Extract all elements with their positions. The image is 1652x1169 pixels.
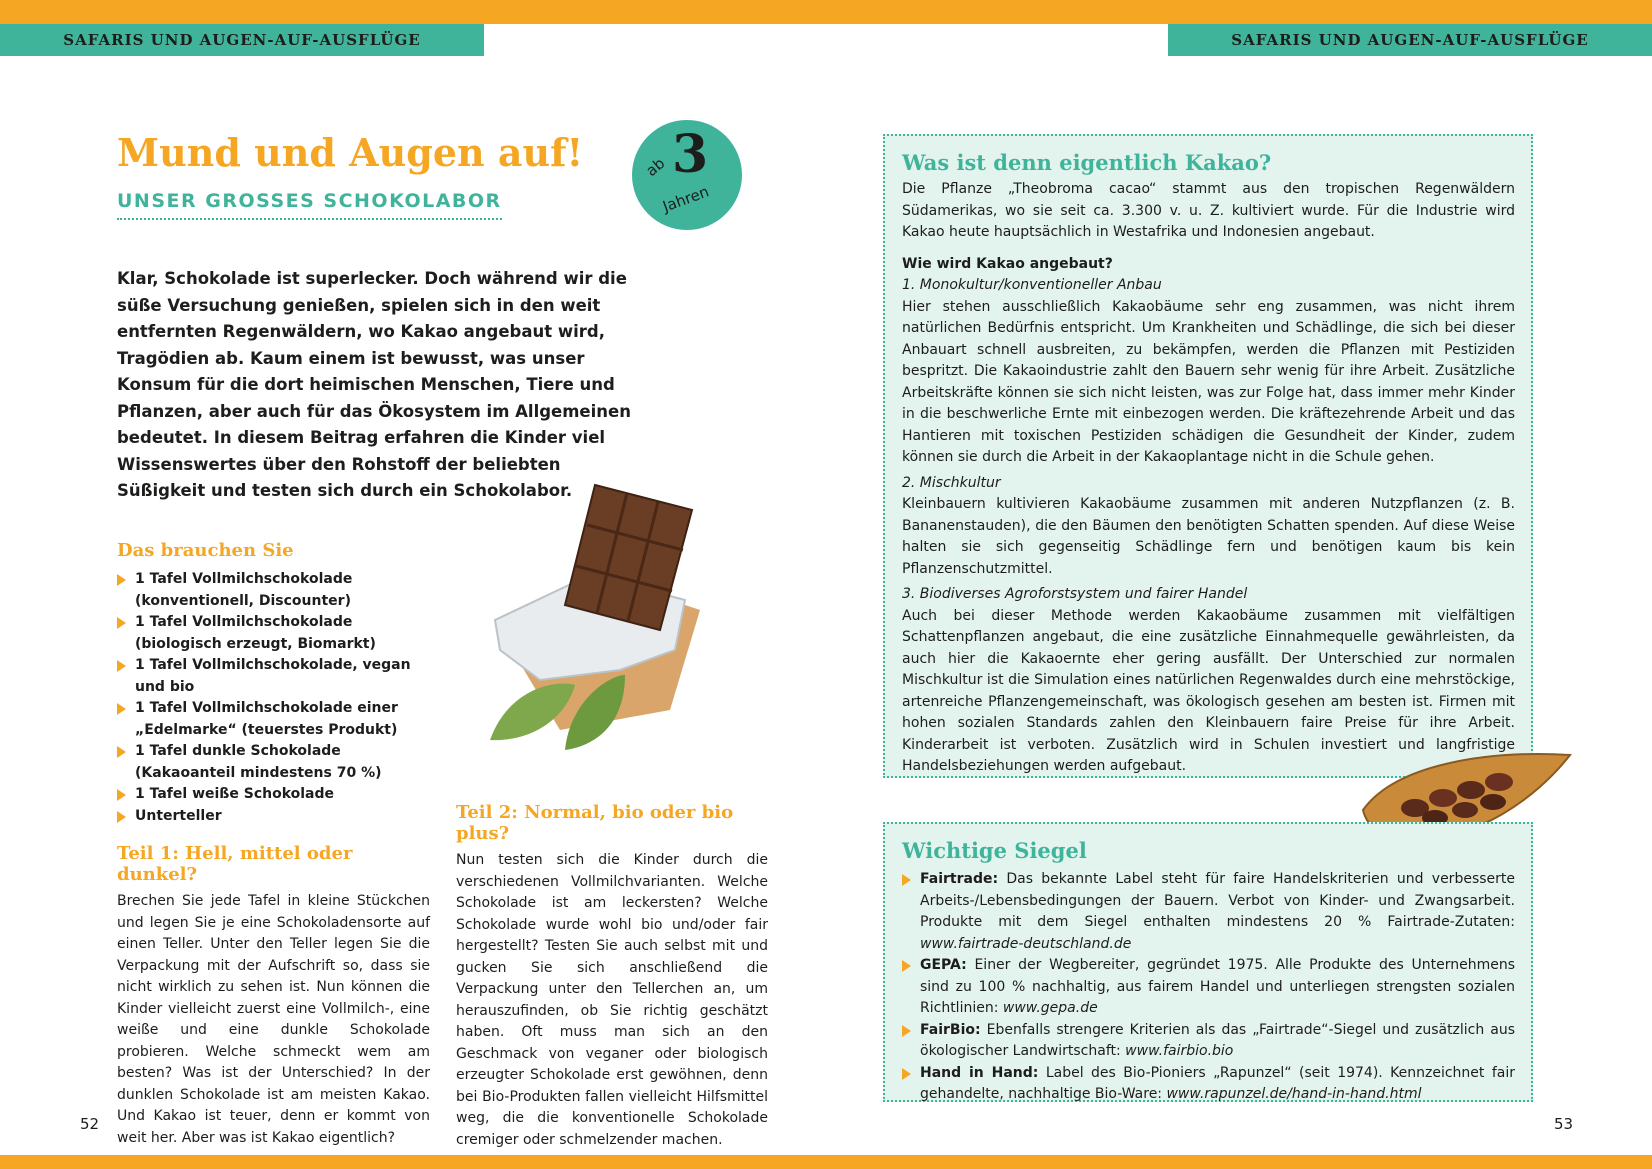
kakao-section-text: Kleinbauern kultivieren Kakaobäume zusammen mit anderen Nutzpflanzen (z. B. Bananenstauden), die den Bäumen den benötigten Schatten spenden. Auf diese Weise halten sie sich gegenseitig Schädlinge fern und benötigen kaum bis kein Pflanzenschutzmittel. [902, 496, 1515, 577]
list-item: 1 Tafel Vollmilchschokolade, vegan und bio [117, 655, 437, 698]
top-orange-bar [0, 0, 1652, 24]
seal-name: FairBio: [920, 1021, 981, 1038]
seal-link: www.fairtrade-deutschland.de [920, 935, 1132, 952]
part1-heading: Teil 1: Hell, mittel oder dunkel? [117, 843, 353, 885]
seal-name: Fairtrade: [920, 871, 999, 887]
page-subtitle: UNSER GROSSES SCHOKOLABOR [117, 190, 502, 220]
header-tab-left: SAFARIS UND AUGEN-AUF-AUSFLÜGE [0, 24, 484, 56]
list-item [902, 869, 1515, 955]
seals-list [902, 869, 1515, 1106]
list-item [902, 1063, 1515, 1106]
seal-link: www.rapunzel.de/hand-in-hand.html [1166, 1086, 1422, 1102]
seal-link: www.fairbio.bio [1125, 1043, 1234, 1059]
kakao-intro: Die Pflanze „Theobroma cacao“ stammt aus den tropischen Regenwäldern Südamerikas, wo sie seit ca. 3.300 v. u. Z. kultiviert wurde. Für die Industrie wird Kakao heute hauptsächlich in Westafrika und Indonesien angebaut. [902, 181, 1515, 240]
cacao-bean [1429, 789, 1457, 807]
list-item: 1 Tafel Vollmilchschokolade (konventionell, Discounter) [117, 569, 437, 612]
cacao-bean [1480, 794, 1506, 810]
cacao-bean [1485, 773, 1513, 791]
part2-heading: Teil 2: Normal, bio oder bio plus? [456, 802, 734, 844]
kakao-info-box [883, 134, 1533, 778]
materials-heading: Das brauchen Sie [117, 540, 294, 561]
kakao-section-title: 2. Mischkultur [902, 474, 1001, 491]
list-item: 1 Tafel Vollmilchschokolade (biologisch erzeugt, Biomarkt) [117, 612, 437, 655]
page-title: Mund und Augen auf! [117, 130, 584, 175]
age-badge [632, 120, 742, 230]
seal-link: www.gepa.de [1002, 1000, 1098, 1016]
materials-list [117, 569, 437, 827]
seal-text: Einer der Wegbereiter, gegründet 1975. Alle Produkte des Unternehmens sind zu 100 % nachhaltig, aus fairem Handel und unterliegen strengsten sozialen Richtlinien: [920, 957, 1516, 1016]
list-item: 1 Tafel weiße Schokolade [117, 784, 437, 806]
kakao-question: Wie wird Kakao angebaut? [902, 255, 1113, 272]
seal-name: GEPA: [920, 957, 967, 973]
seal-text: Ebenfalls strengere Kriterien als das „Fairtrade“-Siegel und zusätzlich aus ökologischer Landwirtschaft: [920, 1021, 1515, 1059]
list-item [902, 1020, 1515, 1063]
materials-section [117, 540, 437, 827]
intro-text: Klar, Schokolade ist superlecker. Doch während wir die süße Versuchung genießen, spielen sich in den weit entfernten Regenwäldern, wo Kakao angebaut wird, Tragödien ab. Kaum einem ist bewusst, was unser Konsum für die dort heimischen Menschen, Tiere und Pflanzen, aber auch für das Ökosystem im Allgemeinen bedeutet. In diesem Beitrag erfahren die Kinder viel Wissenswertes über den Rohstoff der beliebten Süßigkeit und testen sich durch ein Schokolabor. [117, 269, 631, 500]
kakao-heading: Was ist denn eigentlich Kakao? [902, 150, 1272, 175]
list-item: 1 Tafel dunkle Schokolade (Kakaoanteil mindestens 70 %) [117, 741, 437, 784]
seal-text: Das bekannte Label steht für faire Handelskriterien und verbesserte Arbeits-/Lebensbedingungen der Bauern. Verbot von Kinder- und Zwangsarbeit. Produkte mit dem Siegel enthalten mindestens 20 % Fairtrade-Zutaten: [920, 871, 1515, 930]
part2-text: Nun testen sich die Kinder durch die verschiedenen Vollmilchvarianten. Welche Schokolade ist am leckersten? Welche Schokolade wurde wohl bio und/oder fair hergestellt? Testen Sie auch selbst mit und gucken Sie sich anschließend die Verpackung unter den Tellerchen an, um herauszufinden, ob Sie richtig geschätzt haben. Oft muss man sich an den Geschmack von veganer oder biologisch erzeugter Schokolade erst gewöhnen, denn bei Bio-Produkten fallen vielleicht Hilfsmittel weg, die die konventionelle Schokolade cremiger oder schmelzender machen. [456, 852, 768, 1148]
bottom-orange-bar [0, 1155, 1652, 1169]
cacao-bean [1452, 802, 1478, 818]
seals-info-box [883, 822, 1533, 1102]
part1-text: Brechen Sie jede Tafel in kleine Stückchen und legen Sie je eine Schokoladensorte auf einen Teller. Unter den Teller legen Sie die Verpackung mit der Aufschrift so, dass sie nicht wirklich zu sehen ist. Nun können die Kinder vielleicht zuerst eine Vollmilch-, eine weiße und eine dunkle Schokolade probieren. Welche schmeckt wem am besten? Was ist der Unterschied? In der dunklen Schokolade ist am meisten Kakao. Und Kakao ist teuer, denn er kommt von weit her. Aber was ist Kakao eigentlich? [117, 893, 430, 1146]
age-badge-ab: ab [642, 154, 669, 180]
part2-section [456, 802, 768, 1151]
cacao-bean [1457, 781, 1485, 799]
list-item: Unterteller [117, 806, 437, 828]
kakao-section-title: 3. Biodiverses Agroforstsystem und fairer Handel [902, 586, 1248, 602]
kakao-section-title: 1. Monokultur/konventioneller Anbau [902, 277, 1162, 293]
chocolate-bar-illustration [470, 480, 730, 760]
header-tab-right: SAFARIS UND AUGEN-AUF-AUSFLÜGE [1168, 24, 1652, 56]
seal-name: Hand in Hand: [920, 1064, 1039, 1081]
age-badge-number: 3 [672, 124, 709, 185]
list-item: 1 Tafel Vollmilchschokolade einer „Edelmarke“ (teuerstes Produkt) [117, 698, 437, 741]
page-number-right: 53 [1554, 1115, 1574, 1133]
kakao-section-text: Hier stehen ausschließlich Kakaobäume sehr eng zusammen, was nicht ihrem natürlichen Bedürfnis entspricht. Um Krankheiten und Schädlinge, die sich bei dieser Anbauart schnell ausbreiten, zu bekämpfen, werden die Pflanzen mit Pestiziden bespritzt. Die Kakaoindustrie zahlt den Bauern sehr wenig für ihre Arbeit. Zusätzliche Arbeitskräfte können sie sich nicht leisten, was zur Folge hat, dass immer mehr Kinder in die beschwerliche Ernte mit einbezogen werden. Die kräftezehrende Arbeit und das Hantieren mit toxischen Pestiziden schädigen die Gesundheit der Kinder, zudem können sie durch die Arbeit in der Kakaoplantage nicht in die Schule gehen. [902, 298, 1515, 465]
seals-heading: Wichtige Siegel [902, 838, 1087, 863]
seal-text: Label des Bio-Pioniers „Rapunzel“ (seit 1974). Kennzeichnet fair gehandelte, nachhaltige Bio-Ware: [920, 1064, 1515, 1102]
part1-section [117, 843, 430, 1149]
age-badge-unit: Jahren [660, 182, 712, 216]
kakao-section-text: Auch bei dieser Methode werden Kakaobäume zusammen mit vielfältigen Schattenpflanzen angebaut, die eine zusätzliche Einnahmequelle gewährleisten, da auch hier die Kakaoernte eher gering ausfällt. Der Unterschied zur normalen Mischkultur ist die Simulation eines natürlichen Regenwaldes durch eine mehrstöckige, artenreiche Pflanzengemeinschaft, was ökologisch gesehen am besten ist. Firmen mit hohen sozialen Standards zahlen den Kleinbauern faire Preise für ihre Arbeit. Kinderarbeit ist verboten. Zusätzlich wird in Schulen investiert und langfristige Handelsbeziehungen werden aufgebaut. [902, 607, 1515, 774]
page-number-left: 52 [80, 1115, 100, 1133]
list-item [902, 955, 1515, 1020]
